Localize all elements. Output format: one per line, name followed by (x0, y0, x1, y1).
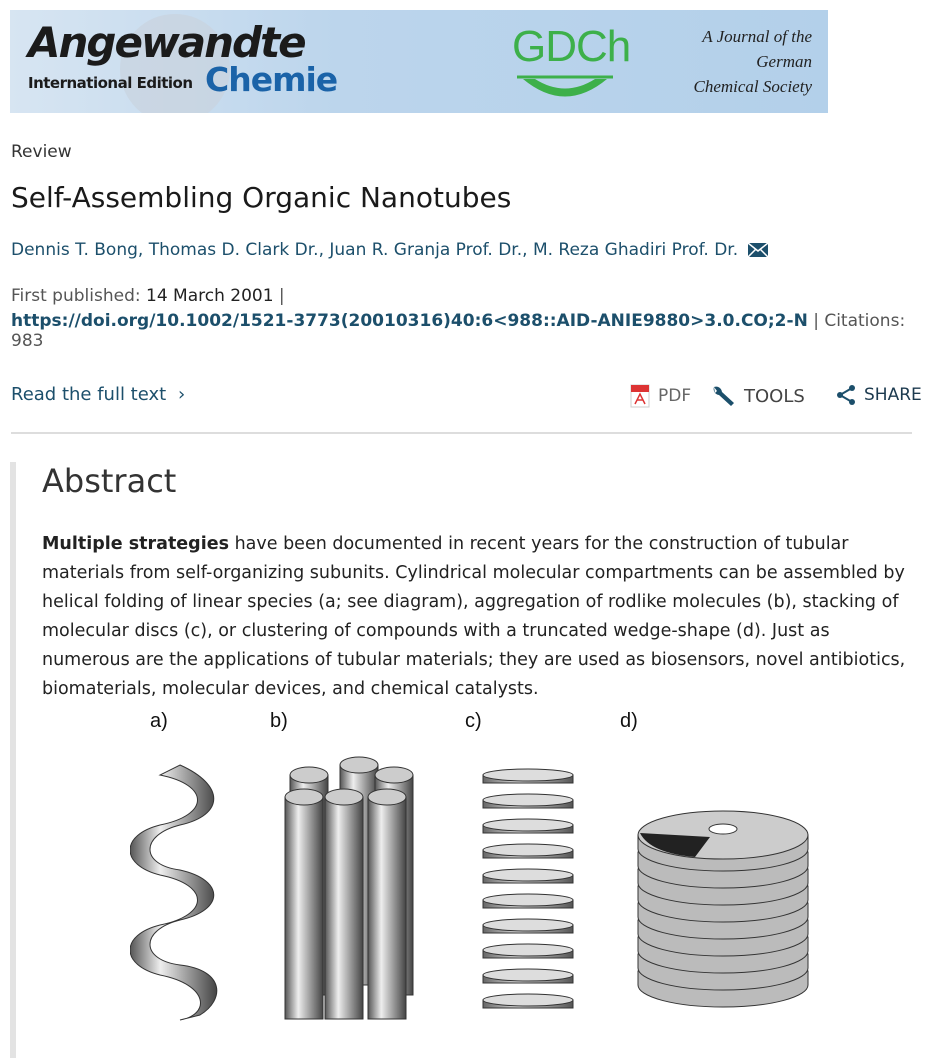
abstract-text (42, 530, 912, 704)
abstract-border (10, 462, 16, 1058)
author-link[interactable]: Juan R. Granja Prof. Dr. (329, 240, 523, 260)
author-link[interactable]: Thomas D. Clark Dr. (148, 240, 319, 260)
doi-link[interactable]: https://doi.org/10.1002/1521-3773(20010316)40:6<988::AID-ANIE9880>3.0.CO;2-N (11, 311, 808, 331)
pdf-icon (630, 384, 650, 408)
journal-banner[interactable] (10, 10, 828, 113)
tools-button[interactable] (710, 384, 805, 408)
article-title: Self-Assembling Organic Nanotubes (11, 181, 512, 214)
publication-info: First published: 14 March 2001 | (11, 286, 285, 306)
pdf-button[interactable] (630, 384, 691, 408)
gdch-logo: GDCh (512, 22, 631, 71)
first-published-label: First published: (11, 286, 141, 306)
figure-label-c: c) (465, 710, 482, 732)
citations-count[interactable]: 983 (11, 331, 44, 351)
citations-label: Citations: (824, 311, 906, 331)
disc-top (483, 919, 573, 931)
disc-stack-drawing (483, 769, 573, 1008)
helix-drawing (130, 765, 217, 1020)
share-label: SHARE (864, 385, 922, 405)
rod-bundle-drawing (285, 757, 413, 1019)
figure-drawings (130, 705, 830, 1035)
disc-top (483, 844, 573, 856)
disc-top (483, 894, 573, 906)
chevron-right-icon: › (177, 384, 186, 405)
divider (11, 432, 912, 434)
journal-name-chemie: Chemie (205, 60, 338, 99)
author-link[interactable]: M. Reza Ghadiri Prof. Dr. (532, 240, 739, 260)
disc-top (483, 794, 573, 806)
read-full-text-link[interactable] (11, 384, 185, 405)
disc-top (483, 994, 573, 1006)
wrench-icon (710, 384, 736, 408)
pdf-label: PDF (658, 386, 692, 406)
journal-name: Angewandte (28, 18, 305, 67)
tools-label: TOOLS (744, 385, 805, 407)
disc-top (483, 944, 573, 956)
abstract-heading: Abstract (42, 462, 177, 500)
article-type: Review (11, 142, 72, 162)
figure-label-d: d) (620, 710, 638, 732)
figure-label-b: b) (270, 710, 288, 732)
journal-edition: International Edition (28, 74, 193, 92)
abstract-body: have been documented in recent years for the construction of tubular materials from self-organizing subunits. Cylindrical molecular compartments can be assembled by helical folding of linear species (a; see diagram), aggregation of rodlike molecules (b), stacking of molecular discs (c), or clustering of compounds with a truncated wedge-shape (d). Just as numerous are the applications of tubular materials; they are used as biosensors, novel antibiotics, biomaterials, molecular devices, and chemical catalysts. (42, 534, 906, 699)
society-tagline (694, 24, 813, 99)
tagline-line: Chemical Society (693, 77, 812, 96)
disc-top (483, 969, 573, 981)
tagline-line: German (756, 52, 812, 71)
tagline-line: A Journal of the (702, 27, 812, 46)
abstract-lead: Multiple strategies (42, 534, 229, 554)
disc-top (483, 869, 573, 881)
figure-label-a: a) (150, 710, 168, 732)
read-full-text-label: Read the full text (11, 384, 167, 405)
email-icon[interactable] (748, 243, 768, 257)
disc-top (483, 819, 573, 831)
wedge-stack-drawing (638, 811, 808, 1007)
author-link[interactable]: Dennis T. Bong (11, 240, 138, 260)
first-published-date: 14 March 2001 (146, 286, 274, 306)
doi-line: https://doi.org/10.1002/1521-3773(20010316)40:6<988::AID-ANIE9880>3.0.CO;2-N | Citations: 983 (11, 311, 906, 351)
gdch-bowl-icon (515, 74, 615, 100)
wedge-core (709, 824, 737, 834)
share-button[interactable] (836, 384, 922, 406)
author-list: Dennis T. Bong, Thomas D. Clark Dr., Juan R. Granja Prof. Dr., M. Reza Ghadiri Prof. Dr. (11, 240, 768, 260)
disc-top (483, 769, 573, 781)
share-icon (836, 384, 856, 406)
